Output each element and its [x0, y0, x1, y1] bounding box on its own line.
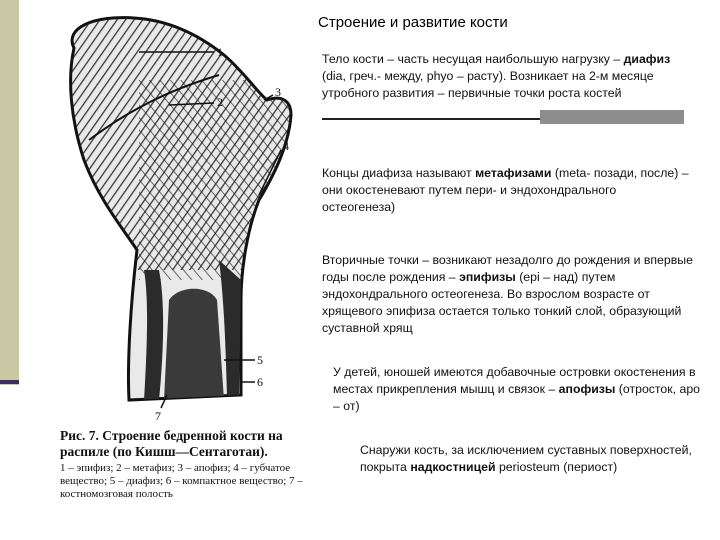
- paragraph-epiphysis: [322, 252, 702, 337]
- paragraph-text: (dia, греч.- между, phyo – расту). Возникает на 2-м месяце утробного развития – первичные точки роста костей: [322, 69, 654, 100]
- paragraph-text: Концы диафиза называют: [322, 166, 476, 180]
- figure-label-7: 7: [155, 409, 161, 423]
- left-accent-bar: [0, 0, 19, 385]
- paragraph-text: Вторичные точки – возникают незадолго до рождения и впервые годы после рождения –: [322, 253, 693, 284]
- term-bold: эпифизы: [459, 270, 516, 284]
- term-bold: апофизы: [558, 382, 616, 396]
- paragraph-diaphysis: [322, 51, 692, 102]
- paragraph-text: Тело кости – часть несущая наибольшую нагрузку –: [322, 52, 624, 66]
- term-bold: диафиз: [623, 52, 671, 66]
- figure-label-4: 4: [283, 139, 289, 153]
- term-bold: метафизами: [475, 166, 552, 180]
- figure-caption-title: Рис. 7. Строение бедренной кости на распиле (по Кишш—Сентаготаи).: [60, 428, 283, 459]
- paragraph-metaphysis: [322, 165, 692, 216]
- figure-label-6: 6: [257, 375, 263, 389]
- paragraph-text: (отросток, apo – от): [333, 382, 700, 413]
- femur-illustration: [19, 0, 319, 430]
- slide-title: Строение и развитие кости: [318, 14, 508, 31]
- figure-caption: [60, 428, 322, 501]
- paragraph-text: У детей, юношей имеются добавочные островки окостенения в местах прикрепления мышц и связок –: [333, 365, 696, 396]
- figure-caption-legend: 1 – эпифиз; 2 – метафиз; 3 – апофиз; 4 – губчатое вещество; 5 – диафиз; 6 – компактное вещество; 7 – костномозговая полость: [60, 462, 303, 500]
- figure-label-2: 2: [217, 95, 223, 109]
- paragraph-apophysis: [333, 364, 703, 415]
- paragraph-text: Снаружи кость, за исключением суставных поверхностей, покрыта: [360, 443, 692, 474]
- figure-label-1: 1: [217, 45, 223, 59]
- grey-accent-bar: [540, 110, 684, 124]
- term-bold: надкостницей: [410, 460, 496, 474]
- paragraph-text: periosteum (периост): [495, 460, 618, 474]
- paragraph-text: (meta- позади, после) – они окостеневают путем пери- и эндохондрального остеогенеза): [322, 166, 689, 214]
- paragraph-text: (epi – над) путем эндохондрального остеогенеза. Во взрослом возрасте от хрящевого эпифиза остается только тонкий слой, образующий суставной хрящ: [322, 270, 682, 335]
- paragraph-periosteum: [360, 442, 710, 476]
- figure-label-3: 3: [275, 85, 281, 99]
- figure-label-5: 5: [257, 353, 263, 367]
